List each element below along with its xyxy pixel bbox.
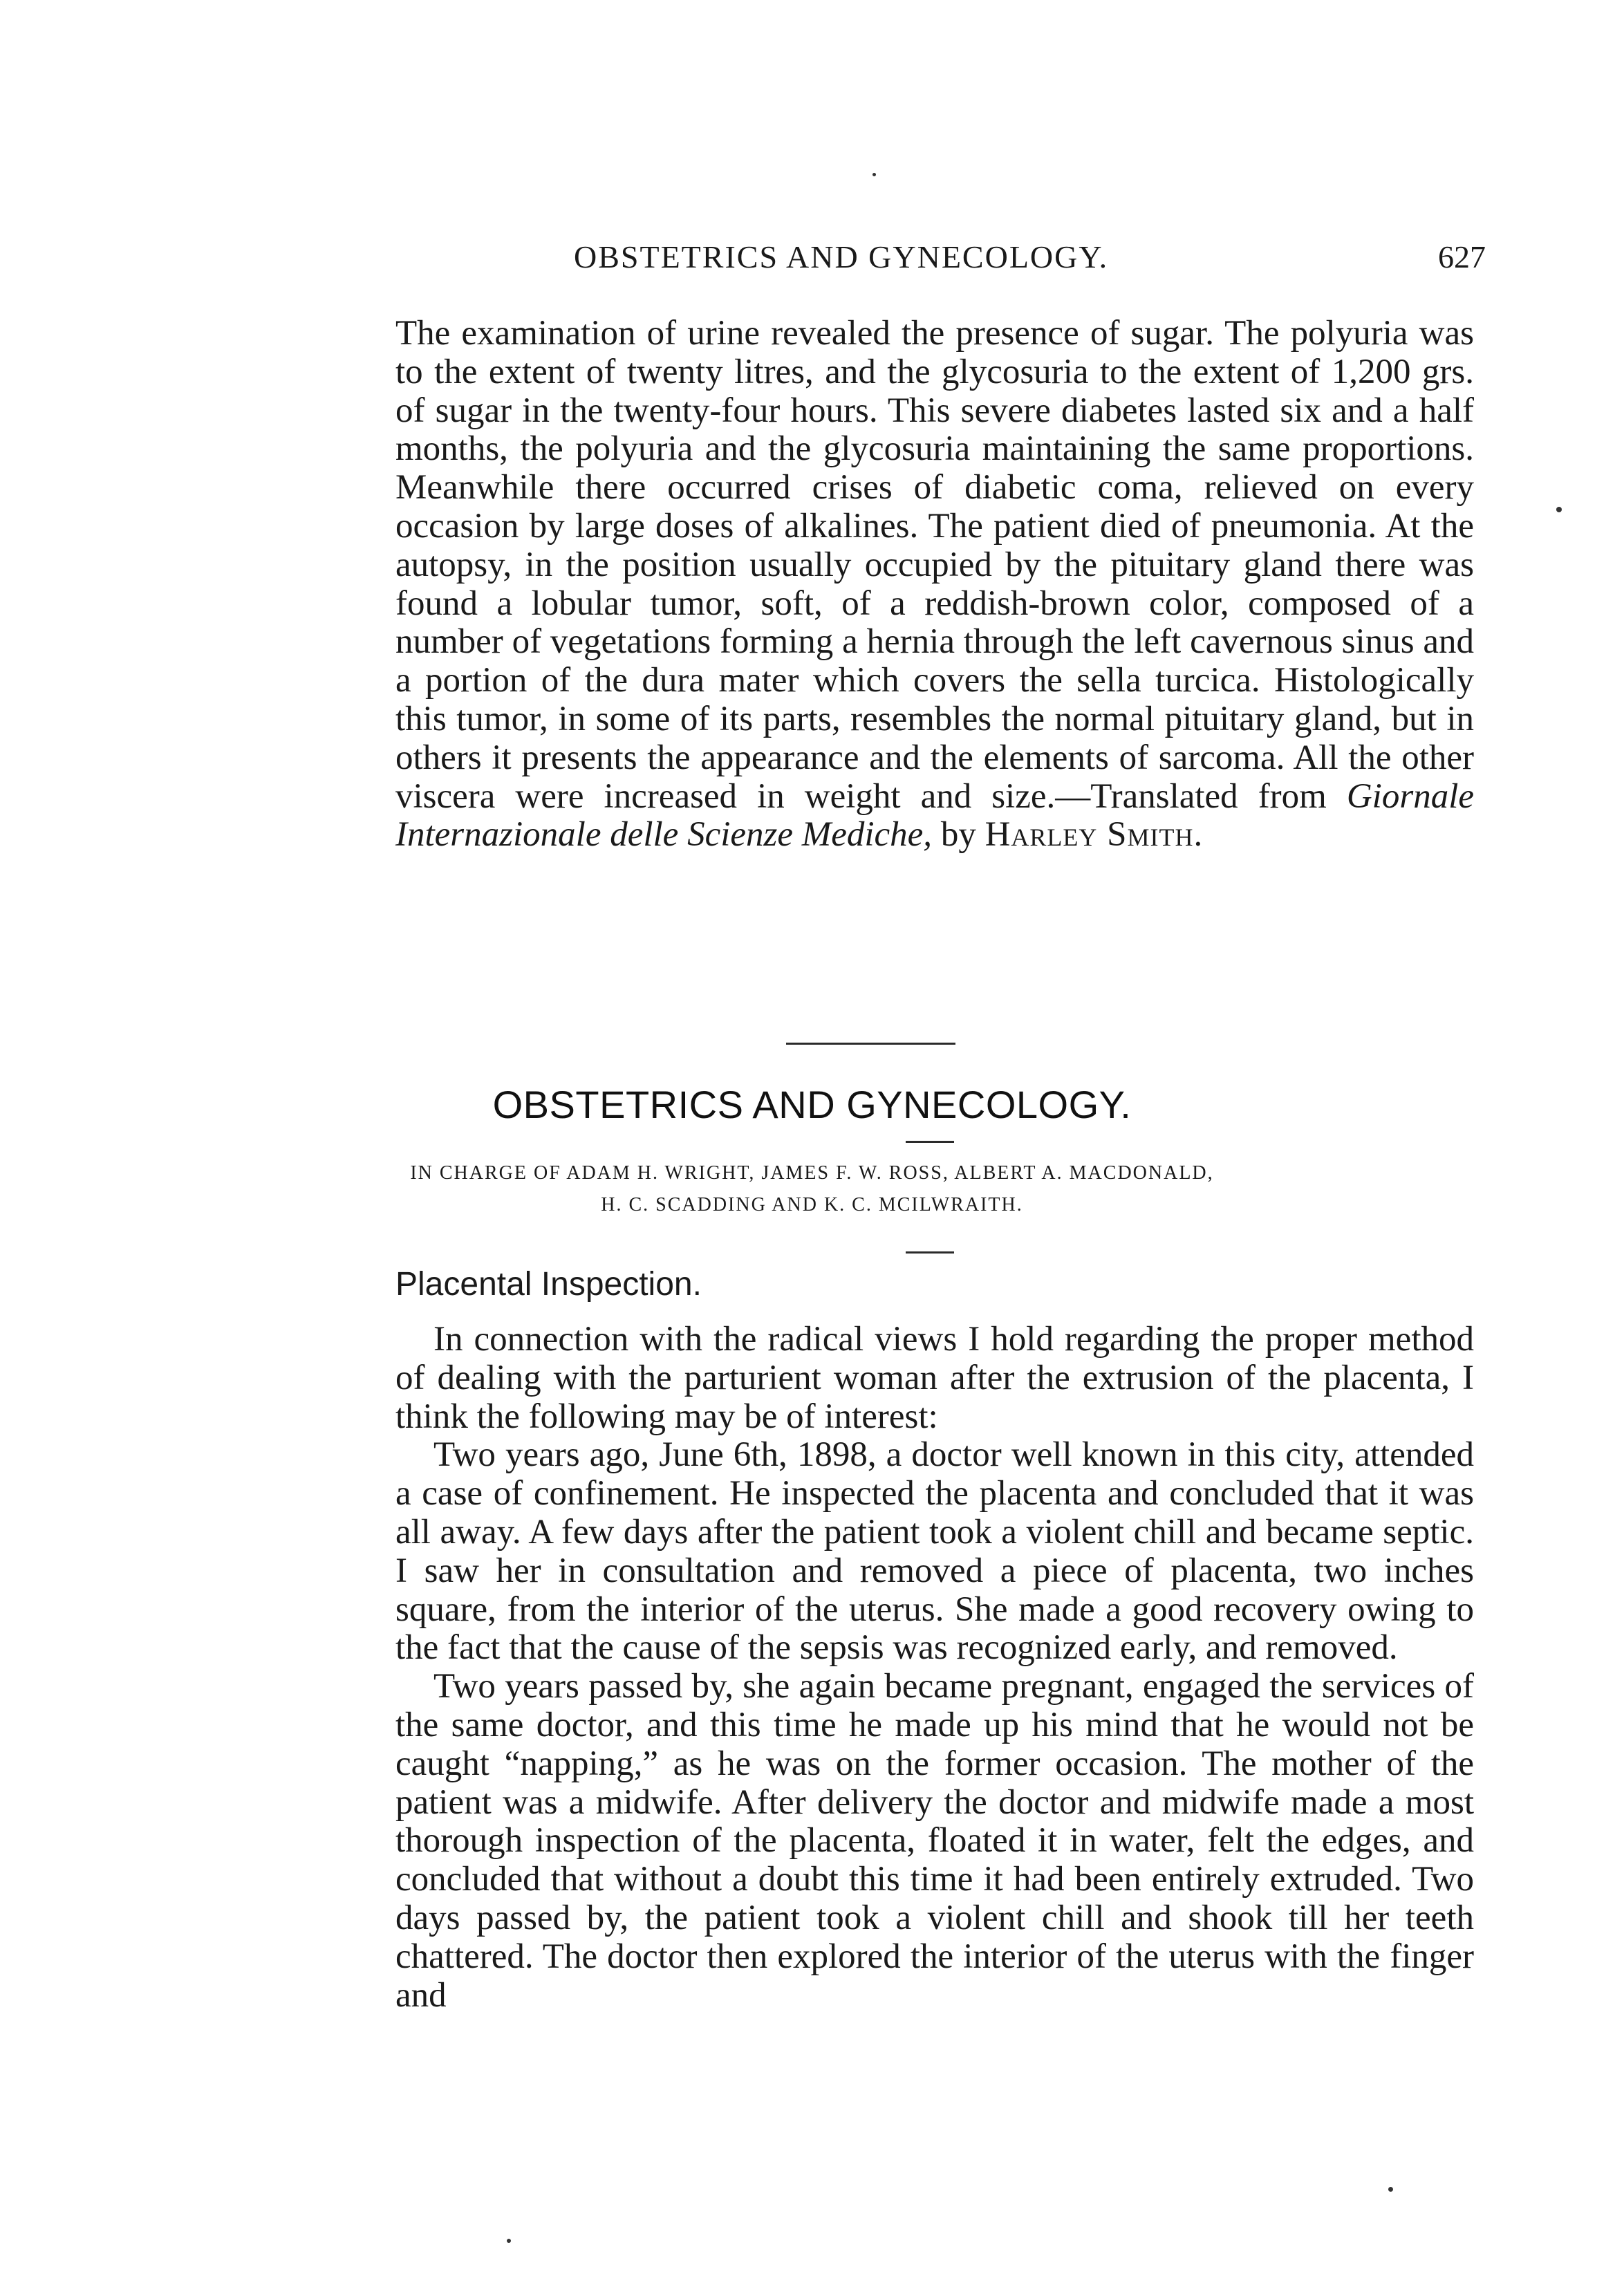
print-speck [1388,2187,1393,2192]
article-body [395,1321,1474,2015]
section-divider [786,1043,955,1045]
by-connector: by [932,815,985,855]
section-editors [0,1157,1624,1221]
article-paragraph-3: Two years passed by, she again became pregnant, engaged the services of the same doctor, and this time he made up his mind that he would not be caught “napping,” as he was on the former occasion. The mother of the patient was a midwife. After delivery the doctor and midwife made a most thorough inspection of the placenta, floated it in water, felt the edges, and concluded that without a doubt this time it had been entirely extruded. Two days passed by, the patient took a violent chill and shook till her teeth chattered. The doctor then explored the interior of the uterus with the finger and [395,1667,1474,2015]
print-speck [507,2239,511,2243]
heading-rule [906,1141,954,1143]
section-heading: OBSTETRICS AND GYNECOLOGY. [492,1083,1132,1126]
article-paragraph-2: Two years ago, June 6th, 1898, a doctor well known in this city, attended a case of confinement. He inspected the placenta and concluded that it was all away. A few days after the patient took a violent chill and became septic. I saw her in consultation and removed a piece of placenta, two inches square, from the interior of the uterus. She made a good recovery owing to the fact that the cause of the sepsis was recognized early, and removed. [395,1435,1474,1668]
continued-text-block [395,315,1474,855]
continued-paragraph [395,315,1474,855]
print-speck [872,173,876,176]
page-number: 627 [1438,239,1486,274]
translator-name: Harley Smith. [984,815,1204,855]
print-speck [1556,507,1562,512]
article-paragraph-1: In connection with the radical views I hold regarding the proper method of dealing with the parturient woman after the extrusion of the placenta, I think the following may be of interest: [395,1320,1474,1436]
journal-name: Giornale Internazionale delle Scienze Mediche, [395,776,1474,855]
continued-paragraph-text: The examination of urine revealed the presence of sugar. The polyuria was to the extent of twenty litres, and the glycosuria to the extent of 1,200 grs. of sugar in the twenty-four hours. This severe diabetes lasted six and a half months, the polyuria and the glycosuria maintaining the same proportions. Meanwhile there occurred crises of diabetic coma, relieved on every occasion by large doses of alkalines. The patient died of pneumonia. At the autopsy, in the position usually occupied by the pituitary gland there was found a lobular tumor, soft, of a reddish-brown color, composed of a number of vegetations forming a hernia through the left cavernous sinus and a portion of the dura mater which covers the sella turcica. Histologically this tumor, in some of its parts, resembles the normal pituitary gland, but in others it presents the appearance and the elements of sarcoma. All the other viscera were increased in weight and size.—Translated from [395,314,1474,816]
editors-line-2: H. C. SCADDING AND K. C. MCILWRAITH. [601,1194,1023,1215]
article-title: Placental Inspection. [395,1266,702,1303]
editors-line-1: IN CHARGE OF ADAM H. WRIGHT, JAMES F. W. ROSS, ALBERT A. MACDONALD, [410,1162,1214,1184]
running-head: OBSTETRICS AND GYNECOLOGY. [574,239,1109,274]
editors-rule [906,1251,954,1254]
